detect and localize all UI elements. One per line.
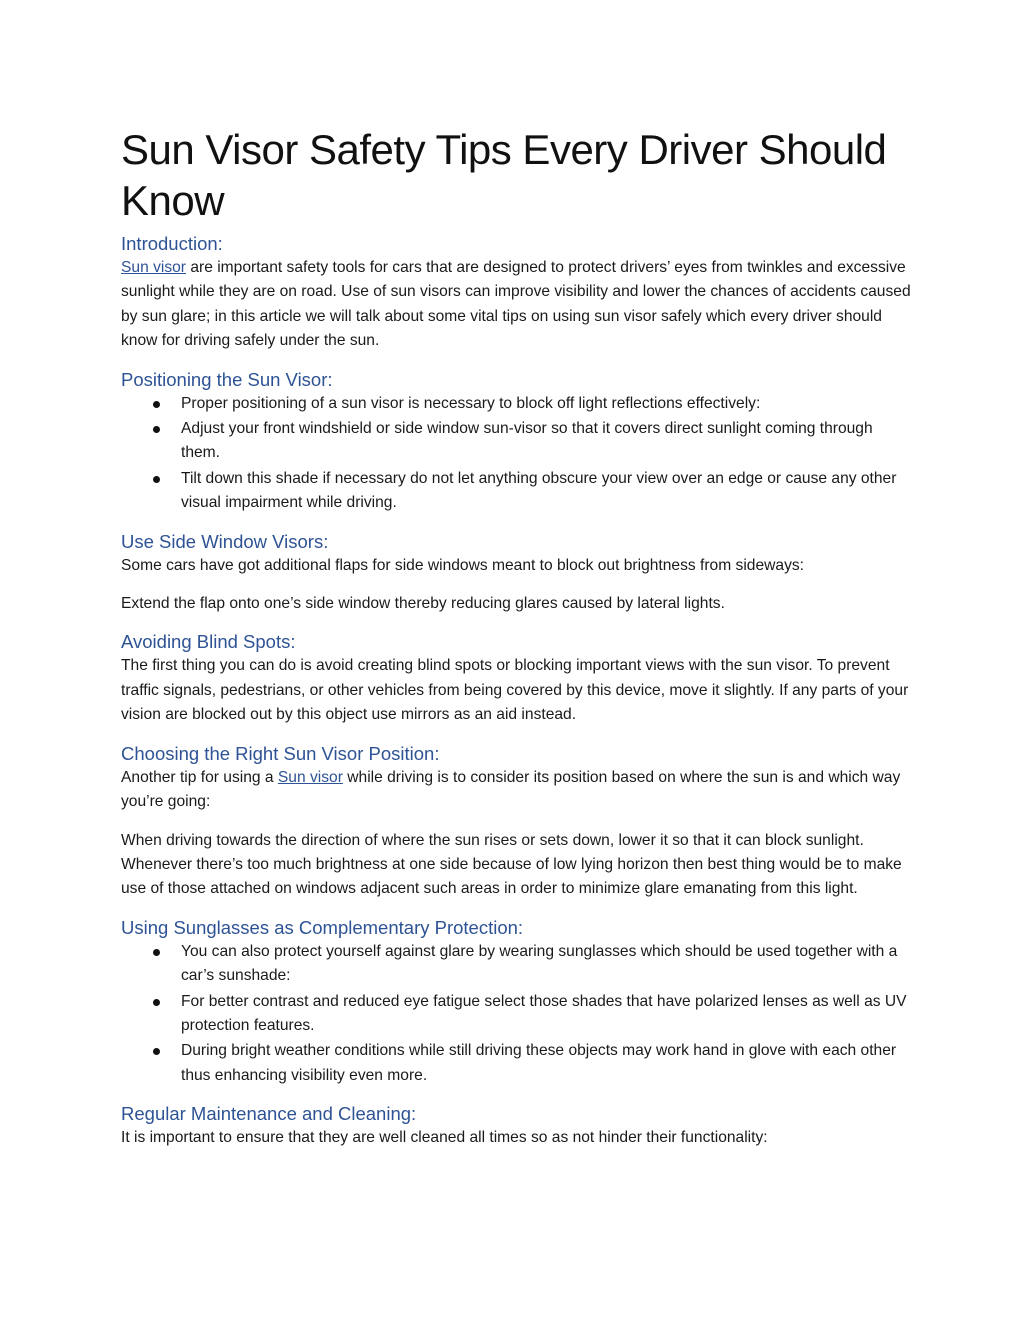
section-heading-side-window-visors: Use Side Window Visors:: [121, 530, 329, 552]
bullet-icon: [153, 401, 160, 408]
list-item: [121, 1039, 911, 1088]
list-item-text: You can also protect yourself against glare by wearing sunglasses which should be used together with a car’s sunshade:: [181, 942, 898, 985]
list-item-text: During bright weather conditions while still driving these objects may work hand in glove with each other thus enhancing visibility even more.: [181, 1042, 897, 1084]
list-item: [121, 417, 911, 466]
list-item-text: For better contrast and reduced eye fatigue select those shades that have polarized lenses as well as UV protection features.: [181, 992, 907, 1034]
list-item: [121, 940, 911, 989]
right-position-text-after: while driving is to consider its position based on where the sun is and which way you’re going:: [121, 768, 901, 811]
section-heading-blind-spots: Avoiding Blind Spots:: [121, 631, 296, 653]
positioning-list: [121, 392, 911, 516]
bullet-icon: [153, 999, 160, 1006]
section-heading-maintenance: Regular Maintenance and Cleaning:: [121, 1103, 417, 1125]
list-item: [121, 467, 911, 516]
section-heading-sunglasses: Using Sunglasses as Complementary Protection:: [121, 916, 524, 938]
intro-paragraph: [121, 256, 911, 354]
sunglasses-list: [121, 940, 911, 1088]
bullet-icon: [153, 949, 160, 956]
section-heading-positioning: Positioning the Sun Visor:: [121, 368, 333, 390]
list-item-text: Proper positioning of a sun visor is necessary to block off light reflections effectively:: [181, 394, 761, 412]
blind-spots-paragraph: The first thing you can do is avoid creating blind spots or blocking important views with the sun visor. To prevent traffic signals, pedestrians, or other vehicles from being covered by this device, move it slightly. If any parts of your vision are blocked out by this object use mirrors as an aid instead.: [121, 657, 909, 724]
list-item-text: Tilt down this shade if necessary do not let anything obscure your view over an edge or cause any other visual impairment while driving.: [181, 469, 897, 512]
section-heading-right-position: Choosing the Right Sun Visor Position:: [121, 742, 440, 764]
bullet-icon: [153, 1048, 160, 1055]
side-visors-paragraph-1: Some cars have got additional flaps for side windows meant to block out brightness from sideways:: [121, 556, 805, 574]
list-item: [121, 392, 911, 416]
right-position-paragraph-1: [121, 766, 911, 815]
document-page: [121, 124, 911, 1151]
intro-text: are important safety tools for cars that are designed to protect drivers’ eyes from twinkles and excessive sunlight while they are on road. Use of sun visors can improve visibility and lower the chances of accidents caused by sun glare; in this article we will talk about some vital tips on using sun visor safely which every driver should know for driving safely under the sun.: [121, 259, 911, 350]
sun-visor-link[interactable]: Sun visor: [277, 768, 343, 786]
page-title: Sun Visor Safety Tips Every Driver Should Know: [121, 126, 887, 224]
bullet-icon: [153, 476, 160, 483]
bullet-icon: [153, 426, 160, 433]
section-heading-introduction: Introduction:: [121, 233, 223, 254]
list-item-text: Adjust your front windshield or side window sun-visor so that it covers direct sunlight coming through them.: [181, 420, 873, 462]
side-visors-paragraph-2: Extend the flap onto one’s side window thereby reducing glares caused by lateral lights.: [121, 595, 725, 613]
maintenance-paragraph: It is important to ensure that they are well cleaned all times so as not hinder their functionality:: [121, 1129, 768, 1147]
list-item: [121, 990, 911, 1039]
right-position-paragraph-2: When driving towards the direction of where the sun rises or sets down, lower it so that it can block sunlight. Whenever there’s too much brightness at one side because of low lying horizon then best thing would be to make use of those attached on windows adjacent such areas in order to minimize glare emanating from this light.: [121, 831, 902, 898]
sun-visor-link[interactable]: Sun visor: [121, 259, 187, 276]
right-position-text-before: Another tip for using a: [121, 768, 278, 786]
